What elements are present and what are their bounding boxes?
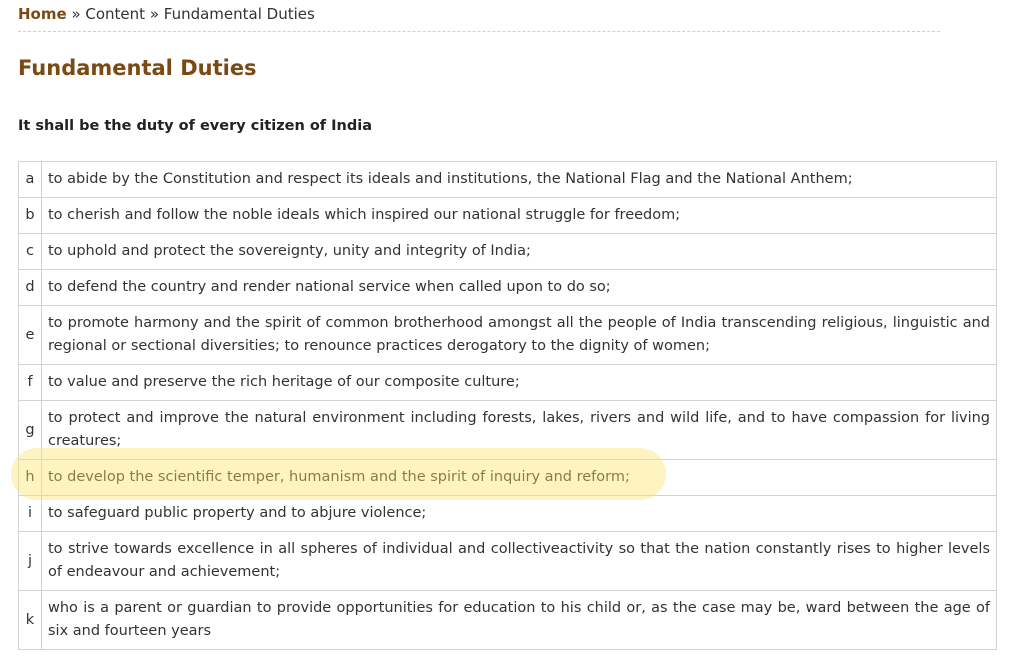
- breadcrumb-home-link[interactable]: Home: [18, 5, 67, 23]
- table-row: [19, 496, 997, 532]
- breadcrumb-content: Content: [85, 5, 146, 23]
- table-row: [19, 198, 997, 234]
- duty-text: to abide by the Constitution and respect its ideals and institutions, the National Flag and the National Anthem;: [42, 162, 997, 198]
- page-title: Fundamental Duties: [18, 56, 257, 80]
- duty-text: to defend the country and render national service when called upon to do so;: [42, 270, 997, 306]
- table-row: [19, 591, 997, 650]
- duty-text: to promote harmony and the spirit of common brotherhood amongst all the people of India transcending religious, linguistic and regional or sectional diversities; to renounce practices derogatory to the dignity of women;: [42, 306, 997, 365]
- duty-letter: b: [19, 198, 42, 234]
- table-row: [19, 401, 997, 460]
- duty-text: to cherish and follow the noble ideals which inspired our national struggle for freedom;: [42, 198, 997, 234]
- table-row: [19, 162, 997, 198]
- duty-text: to uphold and protect the sovereignty, unity and integrity of India;: [42, 234, 997, 270]
- table-row-highlighted: [19, 460, 997, 496]
- breadcrumb: [18, 4, 940, 32]
- duty-letter: a: [19, 162, 42, 198]
- breadcrumb-separator: »: [145, 5, 164, 23]
- duty-letter: d: [19, 270, 42, 306]
- duty-letter: i: [19, 496, 42, 532]
- duty-letter: j: [19, 532, 42, 591]
- duty-letter: h: [19, 460, 42, 496]
- duty-text: who is a parent or guardian to provide opportunities for education to his child or, as the case may be, ward between the age of six and fourteen years: [42, 591, 997, 650]
- duty-letter: e: [19, 306, 42, 365]
- duty-text: to safeguard public property and to abjure violence;: [42, 496, 997, 532]
- duty-text: to protect and improve the natural environment including forests, lakes, rivers and wild life, and to have compassion for living creatures;: [42, 401, 997, 460]
- breadcrumb-current: Fundamental Duties: [163, 5, 315, 23]
- table-row: [19, 306, 997, 365]
- table-row: [19, 365, 997, 401]
- duty-letter: f: [19, 365, 42, 401]
- duty-text: to develop the scientific temper, humanism and the spirit of inquiry and reform;: [42, 460, 997, 496]
- duty-text: to strive towards excellence in all spheres of individual and collectiveactivity so that the nation constantly rises to higher levels of endeavour and achievement;: [42, 532, 997, 591]
- table-row: [19, 234, 997, 270]
- duties-table: [18, 161, 997, 650]
- duty-letter: g: [19, 401, 42, 460]
- duty-text: to value and preserve the rich heritage of our composite culture;: [42, 365, 997, 401]
- duty-letter: c: [19, 234, 42, 270]
- table-row: [19, 270, 997, 306]
- table-row: [19, 532, 997, 591]
- duty-letter: k: [19, 591, 42, 650]
- intro-text: It shall be the duty of every citizen of India: [18, 118, 373, 134]
- breadcrumb-separator: »: [66, 5, 86, 23]
